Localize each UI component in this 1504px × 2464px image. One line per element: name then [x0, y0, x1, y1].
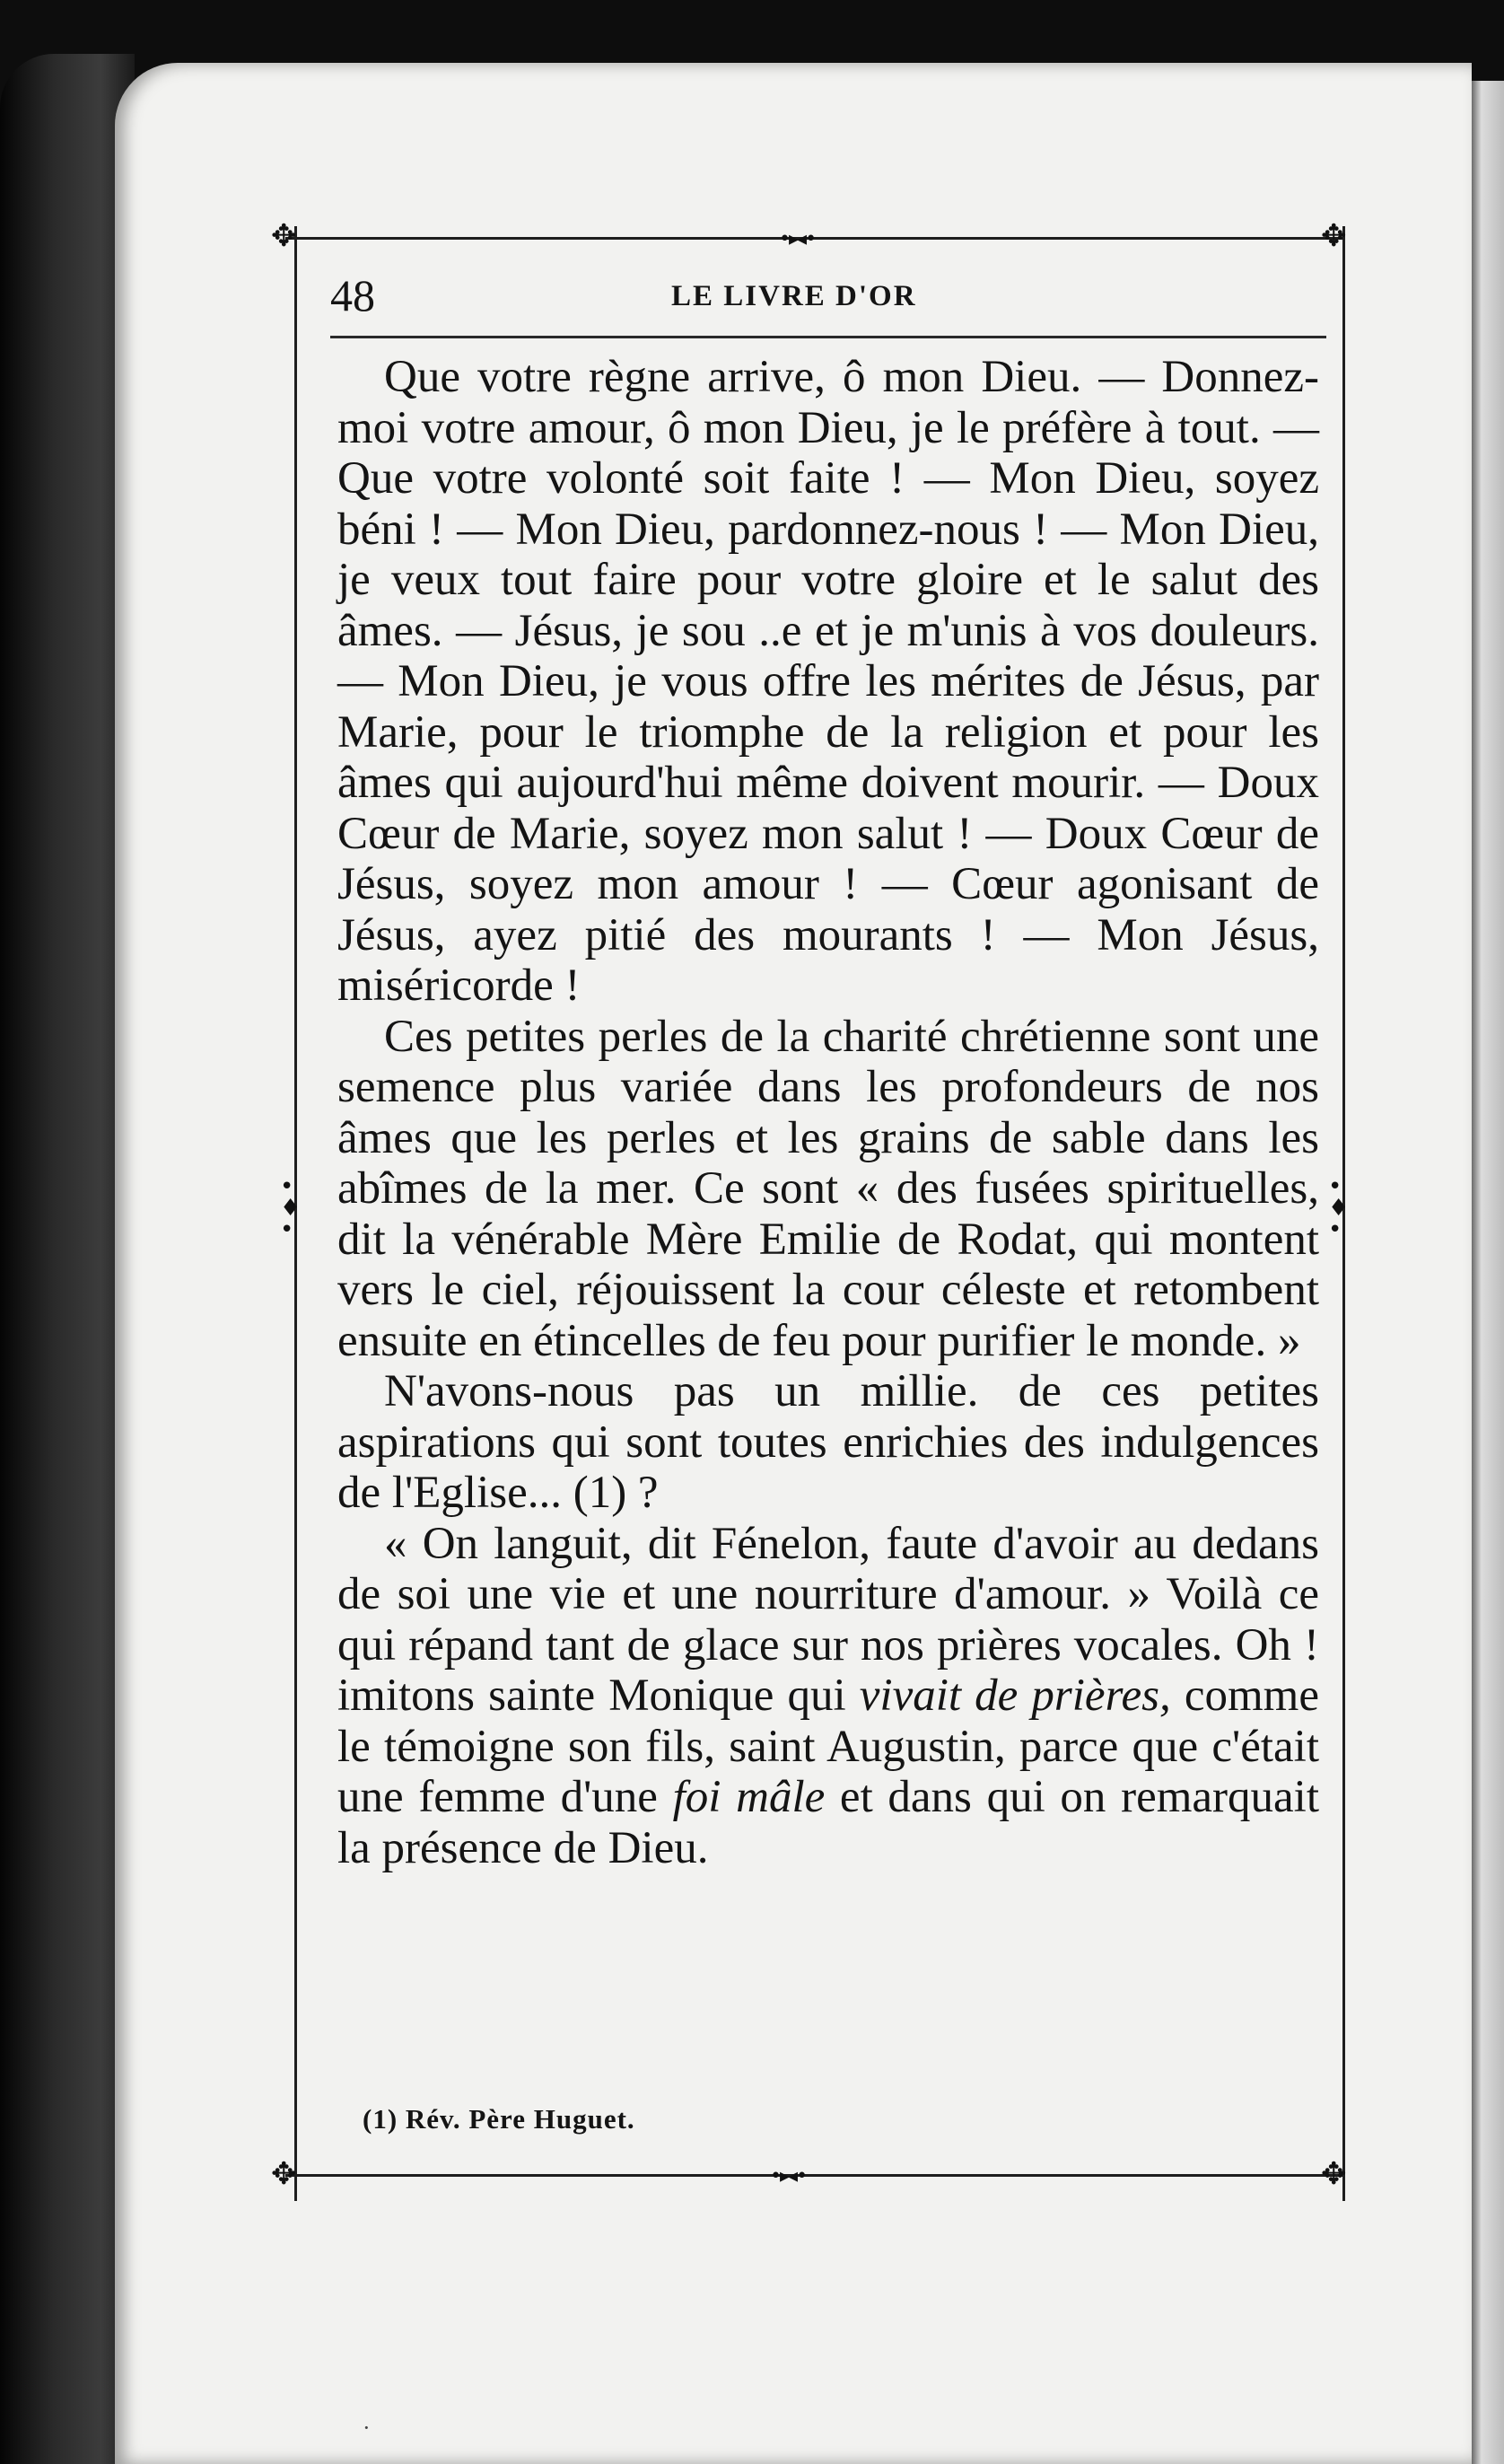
fleuron-icon: •▸◂• — [770, 2165, 807, 2188]
running-title: LE LIVRE D'OR — [671, 280, 917, 312]
cross-ornament-icon: ✥ — [271, 218, 297, 254]
emphasis-text: vivait de prières, — [859, 1670, 1171, 1721]
emphasis-text: foi mâle — [672, 1772, 826, 1822]
cross-ornament-icon: ✥ — [1321, 218, 1347, 254]
paragraph-text: « On languit, dit Fénelon, faute d'avoir au dedans de soi une vie et une nourriture d'amour. » Voilà ce qui répand tant de glace sur nos prières vocales. Oh ! imitons sainte Monique qui — [337, 1518, 1319, 1721]
paragraph-text: et dans qui on remarquait la présence de Dieu. — [337, 1772, 1319, 1873]
paragraph — [337, 1519, 1319, 1874]
paragraph: Ces petites perles de la charité chrétienne sont une semence plus variée dans les profondeurs de nos âmes que les perles et les grains de sable dans les abîmes de la mer. Ce sont « des fusées spirituelles, dit la vénérable Mère Emilie de Rodat, qui montent vers le ciel, réjouissent la cour céleste et retombent ensuite en étincelles de feu pour purifier le monde. » — [337, 1011, 1319, 1366]
page-number: 48 — [330, 270, 375, 320]
paragraph: Que votre règne arrive, ô mon Dieu. — Donnez-moi votre amour, ô mon Dieu, je le préfère à tout. — Que votre volonté soit faite ! — Mon Dieu, soyez béni ! — Mon Dieu, pardonnez-nous ! — Mon Dieu, je veux tout faire pour votre gloire et le salut des âmes. — Jésus, je sou ..e et je m'unis à vos douleurs. — Mon Dieu, je vous offre les mérites de Jésus, par Marie, pour le triomphe de la religion et pour les âmes qui aujourd'hui même doivent mourir. — Doux Cœur de Marie, soyez mon salut ! — Doux Cœur de Jésus, soyez mon amour ! — Cœur agonisant de Jésus, ayez pitié des mourants ! — Mon Jésus, miséricorde ! — [337, 352, 1319, 1011]
paragraph: N'avons-nous pas un millie. de ces petites aspirations qui sont toutes enrichies des indulgences de l'Eglise... (1) ? — [337, 1366, 1319, 1518]
cross-ornament-icon: ✥ — [1321, 2156, 1347, 2192]
body-text — [337, 352, 1319, 1873]
ink-mark: · — [363, 2415, 371, 2441]
side-ornament-icon: • ♦ • — [280, 1173, 302, 1243]
page-header — [330, 269, 1317, 323]
header-divider — [330, 336, 1326, 338]
frame-rule-bottom — [285, 2174, 1344, 2177]
fleuron-icon: •▸◂• — [779, 228, 816, 250]
book-edge-right — [1466, 81, 1504, 2464]
footnote: (1) Rév. Père Huguet. — [363, 2103, 635, 2135]
cross-ornament-icon: ✥ — [271, 2156, 297, 2192]
side-ornament-icon: • ♦ • — [1328, 1173, 1350, 1243]
paragraph-text: comme le témoigne son fils, saint Augustin, parce que c'était une femme d'une — [337, 1670, 1319, 1822]
